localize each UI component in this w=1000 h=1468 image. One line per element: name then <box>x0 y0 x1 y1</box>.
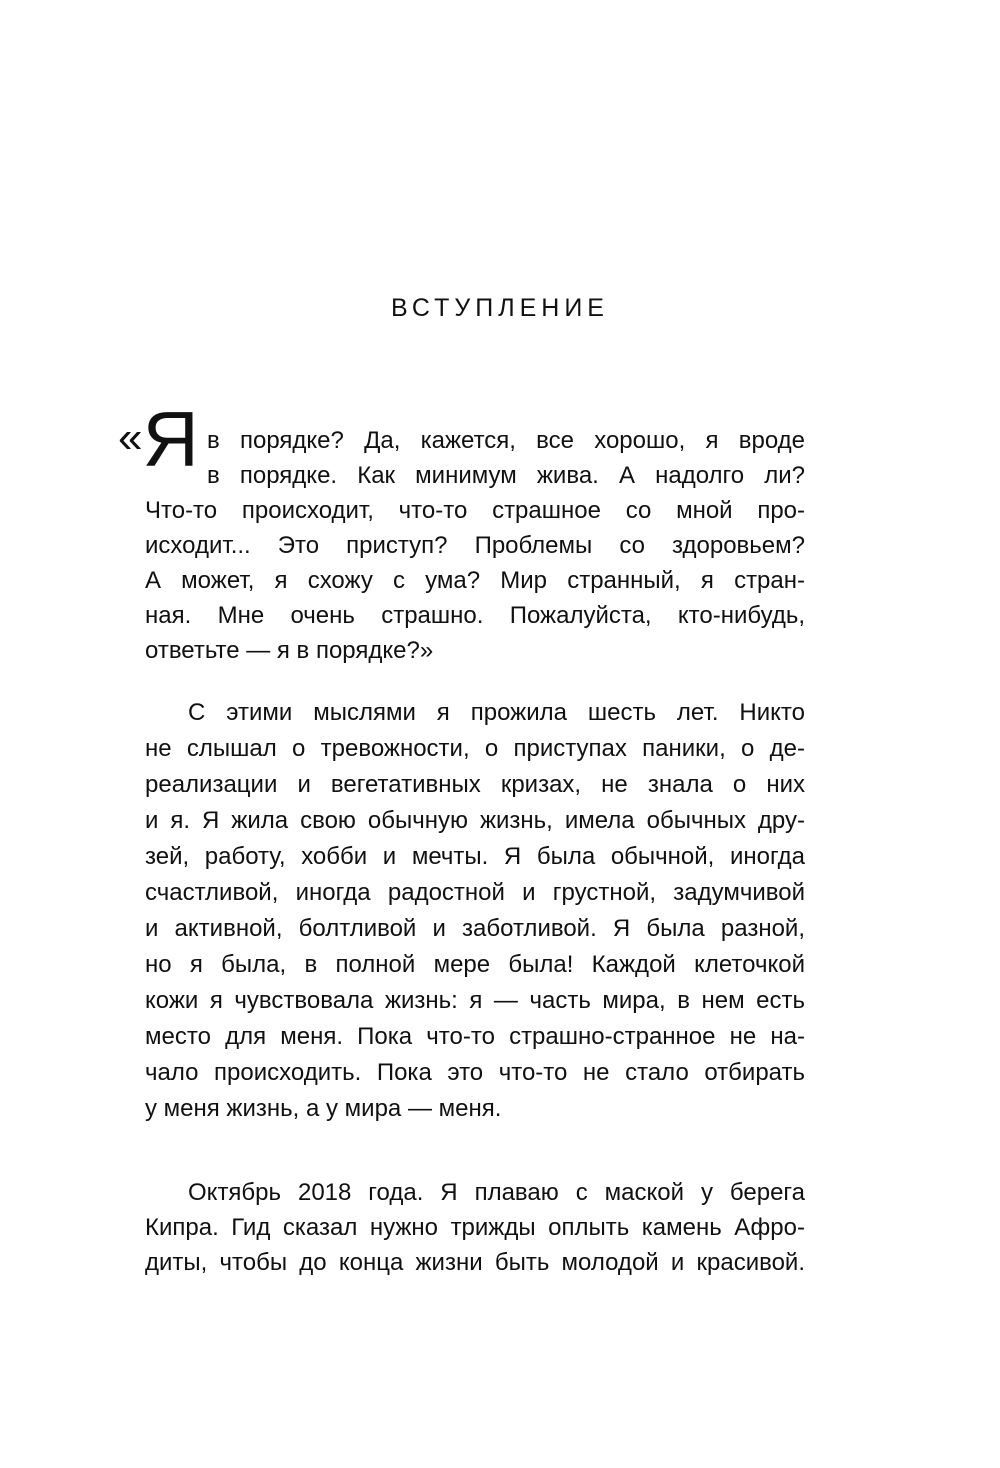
text-line: но я была, в полной мере была! Каждой клеточкой <box>145 951 805 978</box>
text-line: кожи я чувствовала жизнь: я — часть мира, в нем есть <box>145 987 805 1014</box>
text-line: не слышал о тревожности, о приступах паники, о де- <box>145 735 805 762</box>
text-line: Что-то происходит, что-то страшное со мной про- <box>145 497 805 524</box>
text-line: в порядке. Как минимум жива. А надолго ли? <box>207 462 805 489</box>
text-line: ответьте — я в порядке?» <box>145 637 434 664</box>
text-line: и активной, болтливой и заботливой. Я была разной, <box>145 915 805 942</box>
text-line: зей, работу, хобби и мечты. Я была обычной, иногда <box>145 843 805 870</box>
text-line: у меня жизнь, а у мира — меня. <box>145 1095 502 1122</box>
text-line: исходит... Это приступ? Проблемы со здоровьем? <box>145 532 805 559</box>
text-line: реализации и вегетативных кризах, не знала о них <box>145 771 805 798</box>
chapter-title: ВСТУПЛЕНИЕ <box>391 294 609 322</box>
text-line: в порядке? Да, кажется, все хорошо, я вроде <box>207 427 805 454</box>
text-line: место для меня. Пока что-то страшно-странное не на- <box>145 1023 805 1050</box>
drop-cap-quote: « <box>118 413 143 462</box>
drop-cap <box>118 395 195 483</box>
text-line: счастливой, иногда радостной и грустной, задумчивой <box>145 879 805 906</box>
text-line: Кипра. Гид сказал нужно трижды оплыть камень Афро- <box>145 1214 805 1241</box>
text-line: чало происходить. Пока это что-то не стало отбирать <box>145 1059 805 1086</box>
text-line: Октябрь 2018 года. Я плаваю с маской у берега <box>188 1179 805 1206</box>
text-line: диты, чтобы до конца жизни быть молодой и красивой. <box>145 1249 805 1276</box>
drop-cap-letter: Я <box>142 395 195 483</box>
text-line: А может, я схожу с ума? Мир странный, я стран- <box>145 567 805 594</box>
text-line: С этими мыслями я прожила шесть лет. Никто <box>188 699 805 726</box>
text-line: ная. Мне очень страшно. Пожалуйста, кто-нибудь, <box>145 602 805 629</box>
text-line: и я. Я жила свою обычную жизнь, имела обычных дру- <box>145 807 805 834</box>
